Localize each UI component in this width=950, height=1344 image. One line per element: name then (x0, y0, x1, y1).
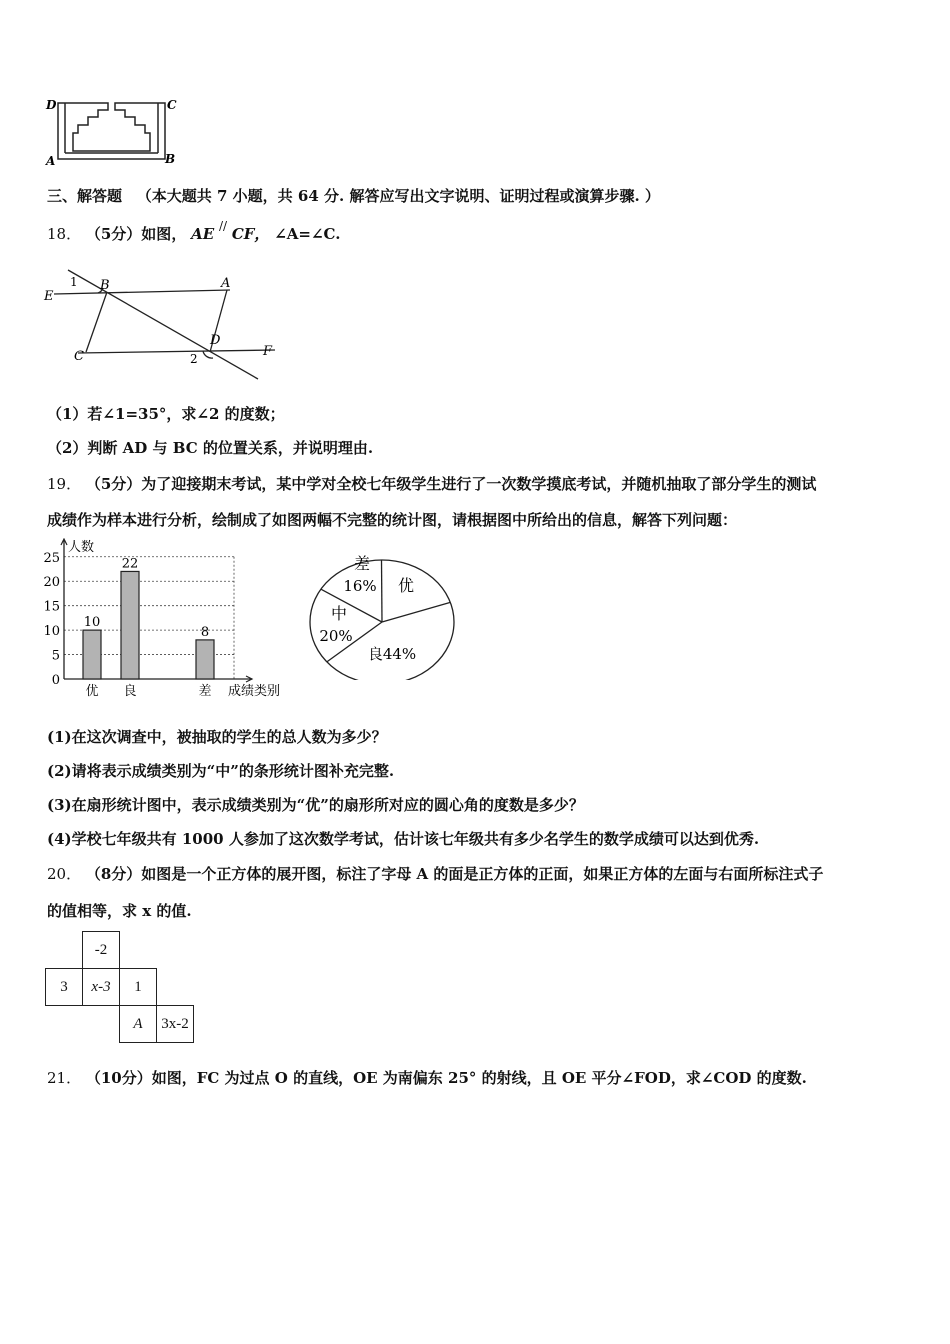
q18-label-d: D (210, 333, 221, 348)
q19-line1: （5分）为了迎接期末考试，某中学对全校七年级学生进行了一次数学摸底考试，并随机抽取了部分学生的测试 (85, 475, 817, 493)
bar-良 (121, 571, 139, 679)
q18-label-a: A (221, 276, 231, 291)
q19-part-4: (4)学校七年级共有 1000 人参加了这次数学考试，估计该七年级共有多少名学生的数学成绩可以达到优秀. (47, 830, 760, 848)
pie-percent-差: 16% (343, 577, 377, 595)
q19-part-3: (3)在扇形统计图中，表示成绩类别为“优”的扇形所对应的圆心角的度数是多少？ (47, 796, 584, 814)
q18-label-2: 2 (190, 352, 198, 366)
x-axis-title: 成绩类别 (228, 684, 281, 699)
pie-label-中: 中 (330, 604, 348, 623)
y-tick-label: 20 (43, 575, 60, 591)
bar-差 (196, 640, 214, 679)
pie-chart (305, 545, 465, 680)
pie-percent-中: 20% (319, 627, 353, 645)
q18-angle: ∠A=∠C. (274, 225, 341, 243)
q18-label-b: B (100, 278, 110, 293)
q18-score: （5分）如图， (85, 225, 187, 243)
cube-cell-bottom-right: 3x-2 (156, 1005, 194, 1043)
pie-label-差: 差 (353, 554, 371, 573)
q20-line1: （8分）如图是一个正方体的展开图，标注了字母 A 的面是正方体的正面，如果正方体的左面与右面所标注式子 (85, 865, 824, 883)
x-tick-label: 良 (123, 684, 137, 699)
q19-part-2: (2)请将表示成绩类别为“中”的条形统计图补充完整. (47, 762, 395, 780)
staircase-figure (40, 95, 190, 170)
q18-label-1: 1 (70, 275, 78, 289)
q18-parallel: // (218, 219, 228, 233)
q18-cf: CF， (231, 225, 270, 243)
q20-stem-1 (47, 864, 823, 884)
label-c: C (167, 98, 177, 112)
cube-cell-top: -2 (82, 931, 120, 969)
q18-part-2: （2）判断 AD 与 BC 的位置关系，并说明理由. (47, 439, 374, 457)
q18-label-e: E (44, 289, 54, 304)
slice-edge (382, 602, 450, 622)
y-axis-title: 人数 (68, 540, 95, 555)
q21-text: （10分）如图，FC 为过点 O 的直线，OE 为南偏东 25° 的射线，且 OE 平分∠FOD，求∠COD 的度数. (85, 1069, 807, 1087)
q18-label-f: F (263, 344, 273, 359)
x-tick-label: 优 (85, 684, 99, 699)
bar-优 (83, 630, 101, 679)
q18-number: 18． (47, 225, 82, 243)
q18-label-c: C (74, 349, 84, 364)
bar-value-label: 10 (83, 615, 101, 631)
y-tick-label: 25 (43, 550, 60, 566)
q18-part-1: （1）若∠1=35°，求∠2 的度数； (47, 405, 285, 423)
y-tick-label: 15 (43, 599, 60, 615)
section-header (47, 186, 660, 206)
q19-stem-1 (47, 474, 816, 494)
q18-figure (40, 262, 290, 387)
y-tick-label: 0 (51, 673, 60, 688)
cube-cell-a: A (119, 1005, 157, 1043)
pie-label-优: 优 (397, 576, 415, 595)
slice-edge (381, 560, 382, 622)
pie-label-良: 良44% (367, 645, 417, 663)
q20-number: 20． (47, 865, 82, 883)
y-tick-label: 10 (43, 624, 60, 640)
q20-stem-2: 的值相等，求 x 的值. (47, 902, 192, 920)
q19-part-1: (1)在这次调查中，被抽取的学生的总人数为多少？ (47, 728, 387, 746)
section-title: 三、解答题 (47, 187, 123, 205)
q21-number: 21． (47, 1069, 82, 1087)
cube-cell-center: x-3 (82, 968, 120, 1006)
label-b: B (165, 152, 176, 166)
q18-stem (47, 219, 341, 245)
bar-chart (40, 538, 300, 703)
label-d: D (46, 98, 57, 112)
q19-number: 19． (47, 475, 82, 493)
q19-stem-2: 成绩作为样本进行分析，绘制成了如图两幅不完整的统计图，请根据图中所给出的信息，解答下列问题： (47, 511, 738, 529)
bar-value-label: 22 (121, 556, 139, 572)
bar-value-label: 8 (200, 624, 210, 640)
x-tick-label: 差 (198, 684, 212, 699)
label-a: A (46, 154, 56, 168)
section-note: （本大题共 7 小题，共 64 分. 解答应写出文字说明、证明过程或演算步骤. ） (136, 187, 660, 205)
cube-cell-left: 3 (45, 968, 83, 1006)
q18-ae: AE (191, 225, 215, 243)
cube-cell-right: 1 (119, 968, 157, 1006)
y-tick-label: 5 (51, 648, 60, 664)
q21-stem (47, 1068, 807, 1088)
